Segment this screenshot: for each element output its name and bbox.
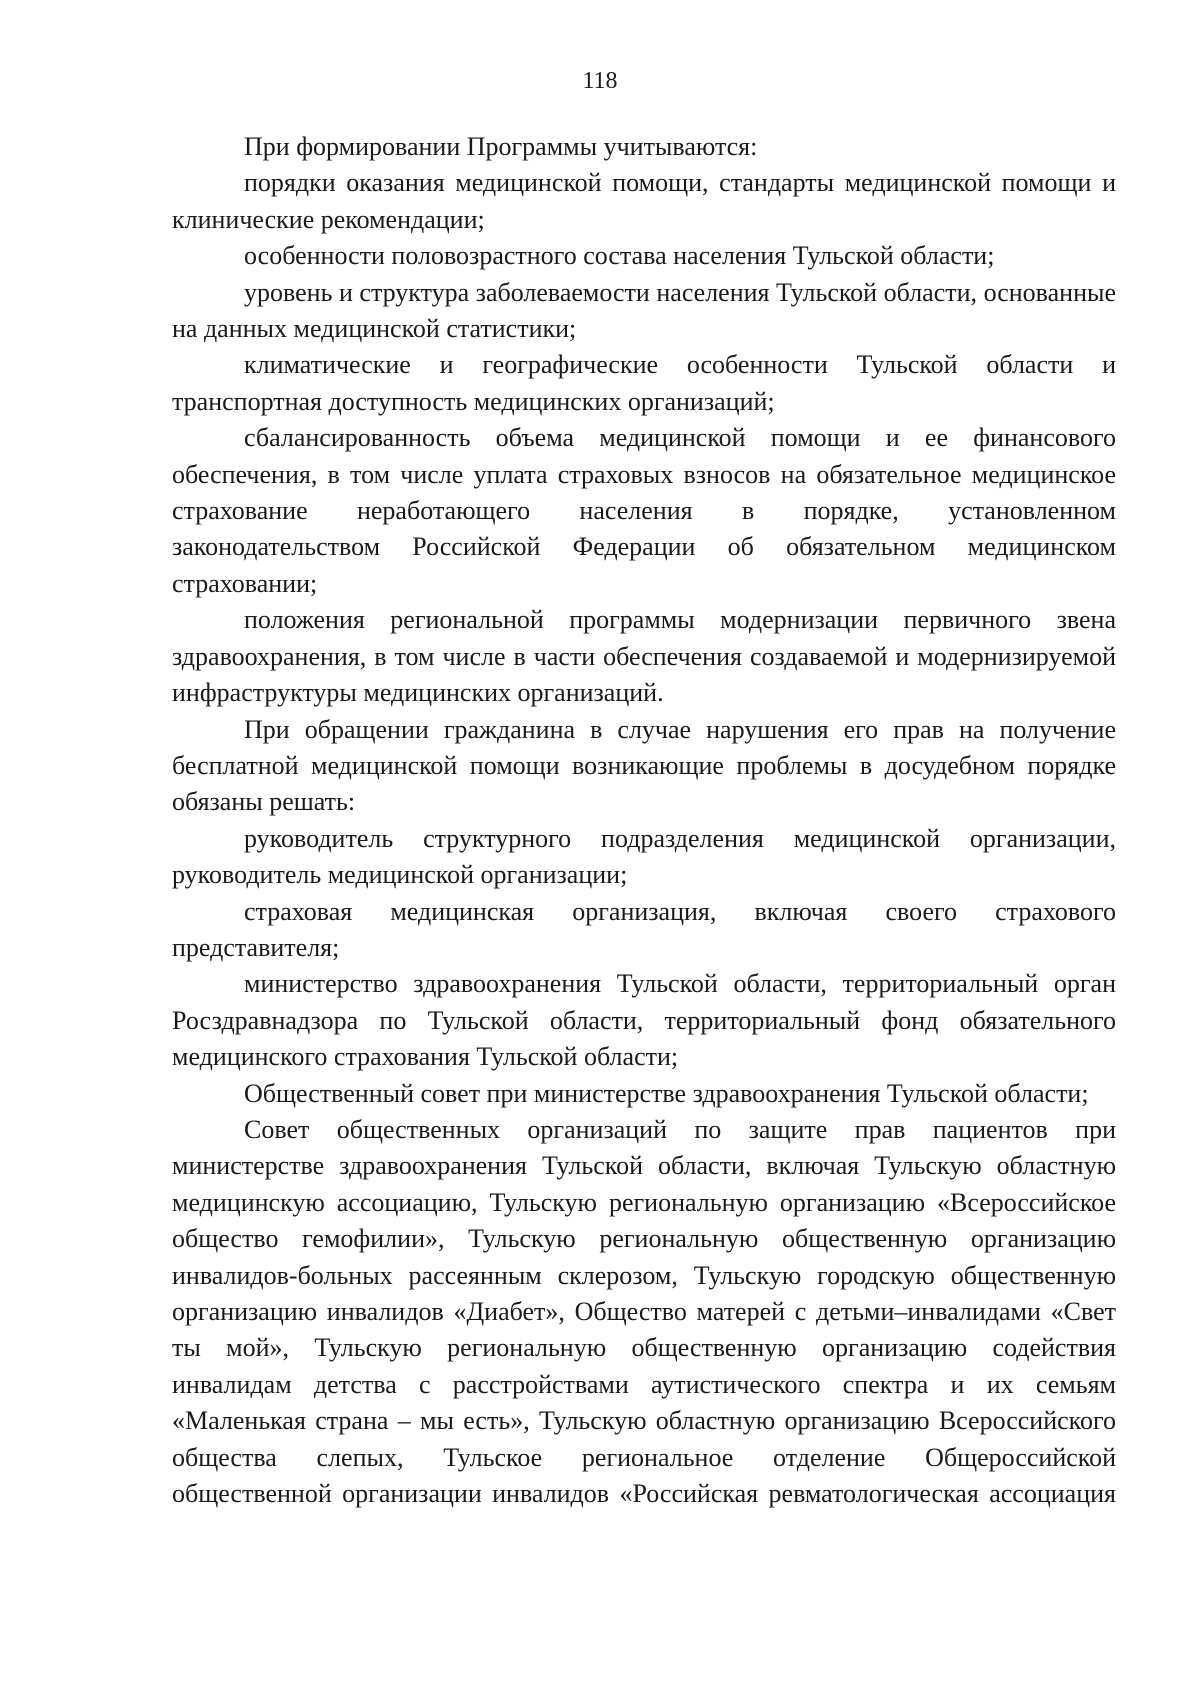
paragraph: уровень и структура заболеваемости населения Тульской области, основанные на данных медицинской статистики; <box>172 277 1116 344</box>
paragraph: Совет общественных организаций по защите прав пациентов при министерстве здравоохранения Тульской области, включая Тульскую областную медицинскую ассоциацию, Тульскую региональную организацию «Всероссийское общество гемофилии», Тульскую региональную общественную организацию инвалидов-больных рассеянным склерозом, Тульскую городскую общественную организацию инвалидов «Диабет», Общество матерей с детьми–инвалидами «Свет ты мой», Тульскую региональную общественную организацию содействия инвалидам детства с расстройствами аутистического спектра и их семьям «Маленькая страна – мы есть», Тульскую областную организацию Всероссийского общества слепых, Тульское региональное отделение Общероссийской общественной организации инвалидов «Российская ревматологическая ассоциация <box>172 1114 1116 1509</box>
page-number: 118 <box>582 68 618 94</box>
paragraph: особенности половозрастного состава населения Тульской области; <box>244 241 995 271</box>
paragraph: При формировании Программы учитываются: <box>244 132 758 161</box>
paragraph: руководитель структурного подразделения медицинской организации, руководитель медицинской организации; <box>172 823 1116 890</box>
paragraph: При обращении гражданина в случае нарушения его прав на получение бесплатной медицинской помощи возникающие проблемы в досудебном порядке обязаны решать: <box>172 714 1116 817</box>
paragraph: порядки оказания медицинской помощи, стандарты медицинской помощи и клинические рекомендации; <box>172 168 1116 234</box>
paragraph: страховая медицинская организация, включая своего страхового представителя; <box>172 896 1116 962</box>
paragraph: Общественный совет при министерстве здравоохранения Тульской области; <box>244 1078 1089 1108</box>
paragraph: министерство здравоохранения Тульской области, территориальный орган Росздравнадзора по Тульской области, территориальный фонд обязательного медицинского страхования Тульской области; <box>172 969 1116 1072</box>
paragraph: положения региональной программы модернизации первичного звена здравоохранения, в том числе в части обеспечения создаваемой и модернизируемой инфраструктуры медицинских организаций. <box>172 605 1116 708</box>
paragraph: климатические и географические особенности Тульской области и транспортная доступность медицинских организаций; <box>172 350 1116 416</box>
document-body <box>172 129 1116 1512</box>
paragraph: сбалансированность объема медицинской помощи и ее финансового обеспечения, в том числе уплата страховых взносов на обязательное медицинское страхование неработающего населения в порядке, установленном законодательством Российской Федерации об обязательном медицинском страховании; <box>172 423 1116 598</box>
